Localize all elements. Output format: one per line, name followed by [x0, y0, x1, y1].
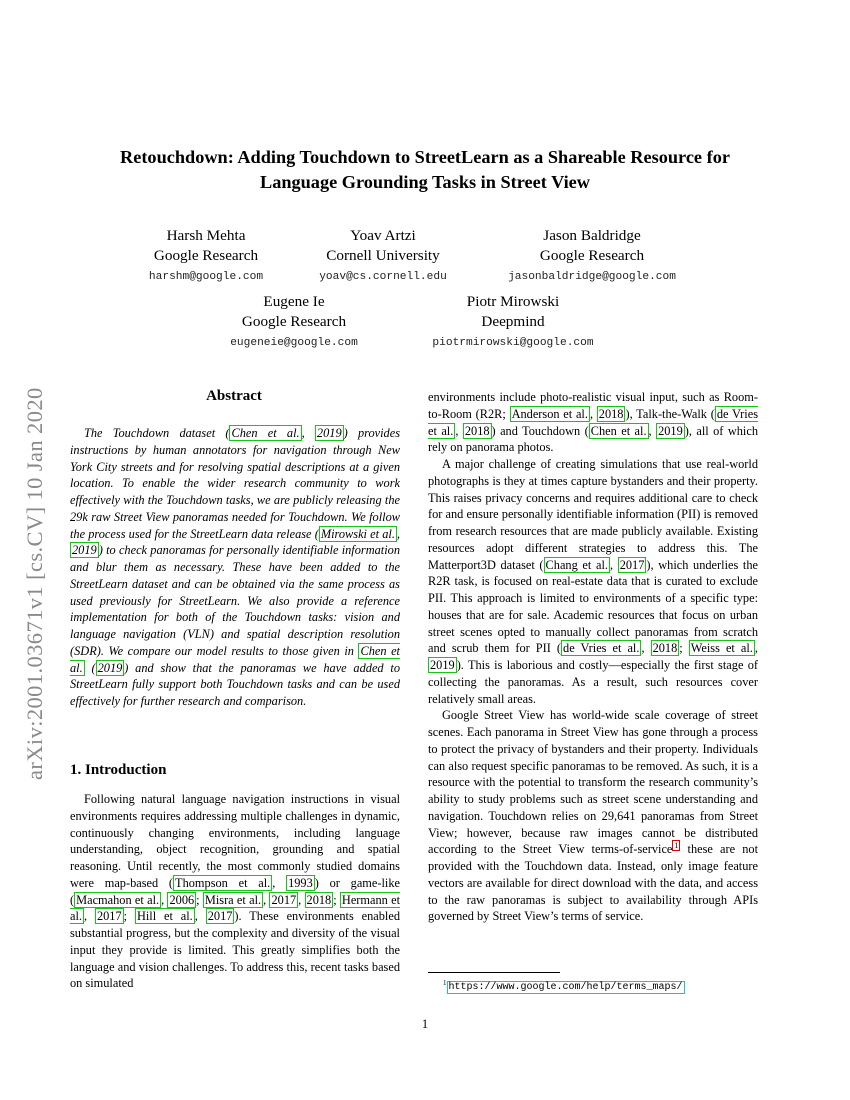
- paper-title: [60, 145, 790, 195]
- introduction-body: [70, 791, 400, 992]
- citation-link[interactable]: Anderson et al.: [511, 406, 588, 421]
- citation-link[interactable]: Chang et al.: [545, 557, 608, 572]
- arxiv-identifier[interactable]: arXiv:2001.03671v1 [cs.CV] 10 Jan 2020: [22, 387, 47, 780]
- citation-link[interactable]: de Vries et al.: [428, 406, 759, 438]
- abstract-body: [70, 425, 400, 710]
- author-name: Yoav Artzi: [350, 227, 416, 244]
- citation-link[interactable]: Chen et al.: [70, 643, 400, 675]
- citation-link[interactable]: 2017: [96, 909, 122, 924]
- author-block-1: [126, 226, 286, 286]
- author-name: Harsh Mehta: [166, 227, 246, 244]
- intro-paragraph: environments include photo-realistic visual input, such as Room-to-Room (R2R; Anderson et al. , 2018 ), Talk-the-Walk ( de Vries et al. , 2018 ) and Touchdown ( Chen et al. , 2019 ), all of which rely on panorama photos.: [428, 390, 759, 455]
- author-affiliation: Google Research: [539, 247, 645, 264]
- footnote: [443, 976, 685, 995]
- citation-link[interactable]: Macmahon et al.: [76, 892, 160, 907]
- citation-link[interactable]: 2019: [658, 423, 683, 438]
- author-affiliation: Deepmind: [481, 313, 545, 330]
- author-block-5: [413, 292, 613, 352]
- citation-link[interactable]: 2018: [598, 406, 624, 421]
- citation-link[interactable]: 2018: [464, 423, 490, 438]
- author-email[interactable]: harshm@google.com: [148, 271, 264, 283]
- citation-link[interactable]: Hill et al.: [136, 909, 193, 924]
- footnote-marker[interactable]: 1: [674, 841, 679, 851]
- author-block-4: [214, 292, 374, 352]
- author-name: Jason Baldridge: [543, 227, 641, 244]
- intro-paragraph: Following natural language navigation instructions in visual environments requires addressing multiple challenges in dynamic, continuously changing environments, including language understanding, object recognition, grounding and spatial reasoning. Until recently, the most commonly studied domains were map-based ( Thompson et al. , 1993 ) or game-like ( Macmahon et al. , 2006 ; Misra et al. , 2017 , 2018 ; Hermann et al. , 2017 ; Hill et al. , 2017 ). These environments enabled substantial progress, but the complexity and diversity of the visual input they provide is limited. This greatly simplifies both the language and vision challenges. To address this, recent tasks based on simulated: [70, 792, 401, 991]
- author-email[interactable]: eugeneie@google.com: [230, 337, 358, 349]
- title-line-2: Language Grounding Tasks in Street View: [260, 172, 590, 192]
- citation-link[interactable]: 2018: [306, 892, 332, 907]
- intro-paragraph: Google Street View has world-wide scale coverage of street scenes. Each panorama in Street View has gone through a process to protect the privacy of bystanders and their property. Individuals can also request specific panoramas to be removed. As such, it is a resource with the potential to transform the research community’s ability to study problems such as street scene understanding and navigation. Touchdown relies on 29,641 panoramas from Street View; however, because raw images cannot be distributed according to the Street View terms-of-service $^1$ these are not provided with the Touchdown data. Instead, only image feature vectors are available for direct download with the data, and access to the raw panoramas is subject to availability through APIs governed by Street View’s terms of service.: [428, 708, 759, 924]
- author-name: Piotr Mirowski: [466, 293, 560, 310]
- footnote-url-link[interactable]: https://www.google.com/help/terms_maps/: [448, 982, 683, 994]
- citation-link[interactable]: Weiss et al.: [690, 641, 753, 656]
- intro-paragraph: A major challenge of creating simulations that use real-world photographs is they at times capture bystanders and their property. This raises privacy concerns and requires additional care to check for and ensure personally identifiable information (PII) is removed from research resources that are made publicly available. Existing resources adopt different strategies to address this. The Matterport3D dataset ( Chang et al. , 2017 ), which underlies the R2R task, is focused on real-estate data that is curated to exclude PII. This approach is limited to environments of a specific type: houses that are for sale. Academic resources that focus on urban street scenes opted to manually collect panoramas from scratch and scrub them for PII ( de Vries et al. , 2018 ; Weiss et al. , 2019 ). This is laborious and costly—especially the first stage of collecting the panoramas. As a result, such resources cover relatively small areas.: [428, 457, 759, 706]
- citation-link[interactable]: 2019: [72, 543, 97, 558]
- author-block-2: [303, 226, 463, 286]
- citation-link[interactable]: 2017: [271, 892, 297, 907]
- author-email[interactable]: yoav@cs.cornell.edu: [319, 271, 447, 283]
- right-column-body: [428, 389, 758, 925]
- page-number: 1: [421, 1017, 429, 1031]
- citation-link[interactable]: 2019: [97, 660, 123, 675]
- citation-link[interactable]: Chen et al.: [231, 426, 300, 440]
- author-block-3: [482, 226, 702, 286]
- title-line-1: Retouchdown: Adding Touchdown to StreetLearn as a Shareable Resource for: [120, 147, 730, 167]
- section-heading-introduction: 1. Introduction: [70, 762, 167, 778]
- citation-link[interactable]: 2017: [619, 557, 645, 572]
- citation-link[interactable]: 2018: [652, 641, 678, 656]
- citation-link[interactable]: 2019: [430, 658, 455, 672]
- author-email[interactable]: piotrmirowski@google.com: [432, 337, 594, 349]
- author-affiliation: Google Research: [241, 313, 347, 330]
- citation-link[interactable]: Mirowski et al.: [320, 526, 395, 541]
- citation-link[interactable]: 2006: [169, 892, 195, 907]
- abstract-heading: Abstract: [206, 388, 262, 404]
- abstract-paragraph: The Touchdown dataset ( Chen et al. , 2019 ) provides instructions by human annotators for navigation through New York City streets and for resolving spatial descriptions at a given location. To enable the wider research community to work effectively with the Touchdown tasks, we are publicly releasing the 29k raw Street View panoramas needed for Touchdown. We follow the process used for the StreetLearn data release ( Mirowski et al. , 2019 ) to check panoramas for personally identifiable information and blur them as necessary. These have been added to the StreetLearn dataset and can be obtained via the same process as used previously for StreetLearn. We also provide a reference implementation for both of the Touchdown tasks: vision and language navigation (VLN) and spatial description resolution (SDR). We compare our model results to those given in Chen et al. ( 2019 ) and show that the panoramas we have added to StreetLearn fully support both Touchdown tasks and can be used effectively for further research and comparison.: [70, 426, 401, 708]
- footnote-divider: [428, 972, 560, 973]
- citation-link[interactable]: Chen et al.: [590, 423, 647, 438]
- citation-link[interactable]: 2019: [316, 426, 342, 440]
- citation-link[interactable]: Thompson et al.: [175, 875, 271, 890]
- citation-link[interactable]: Hermann et al.: [70, 892, 401, 924]
- author-affiliation: Google Research: [153, 247, 259, 264]
- footnote-number: 1: [443, 979, 447, 987]
- citation-link[interactable]: de Vries et al.: [563, 641, 640, 656]
- citation-link[interactable]: 1993: [288, 875, 313, 890]
- citation-link[interactable]: 2017: [207, 909, 233, 924]
- author-email[interactable]: jasonbaldridge@google.com: [508, 271, 676, 283]
- citation-link[interactable]: Misra et al.: [204, 892, 262, 907]
- author-affiliation: Cornell University: [326, 247, 440, 264]
- author-name: Eugene Ie: [263, 293, 325, 310]
